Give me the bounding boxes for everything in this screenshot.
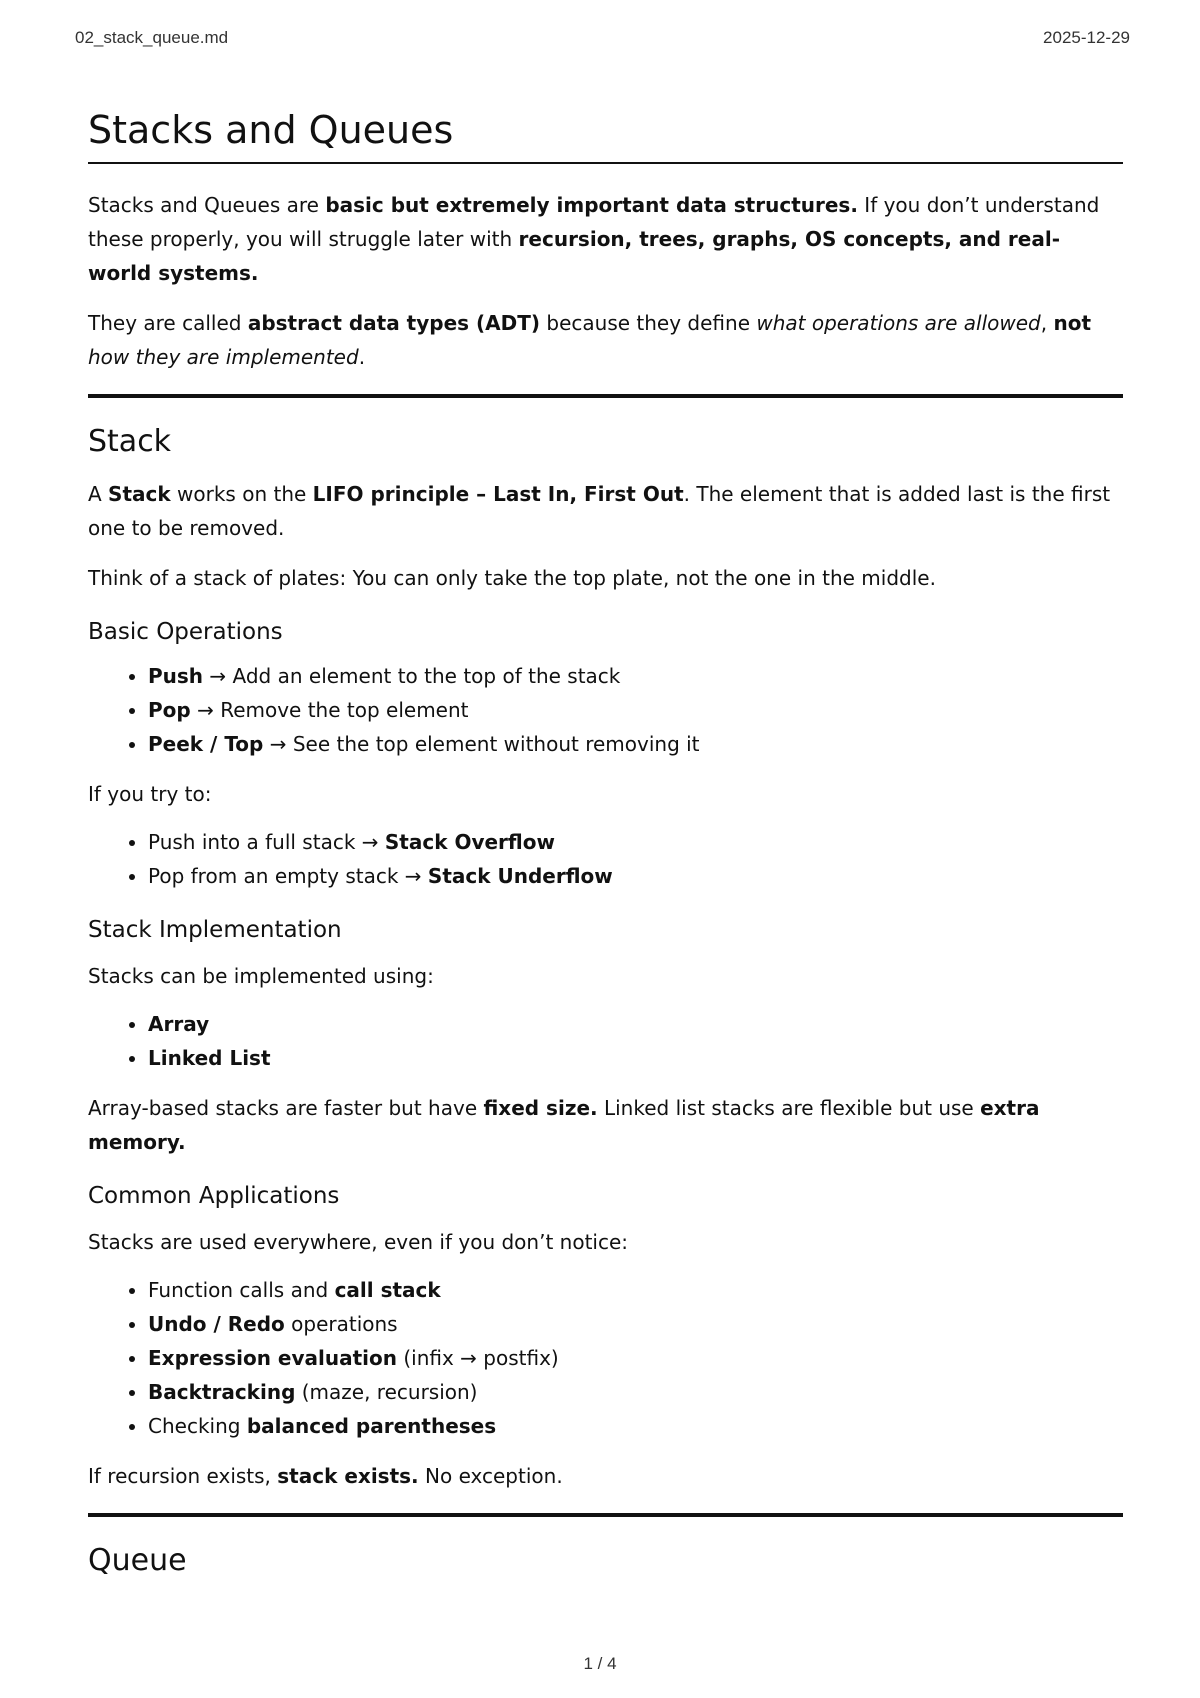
bold-text: abstract data types (ADT) [247, 311, 541, 335]
bold-text: Stack [108, 482, 171, 506]
bold-text: call stack [334, 1278, 441, 1302]
list-item [148, 1409, 1123, 1443]
subheading-stack-implementation: Stack Implementation [88, 917, 342, 943]
subheading-basic-operations: Basic Operations [88, 619, 283, 645]
page-title: Stacks and Queues [88, 108, 1123, 164]
bold-text: extra memory. [88, 1096, 1040, 1154]
bold-text: stack exists. [277, 1464, 419, 1488]
page-number: 1 / 4 [583, 1654, 617, 1673]
list-item [148, 1273, 1123, 1307]
stack-plates-analogy: Think of a stack of plates: You can only take the top plate, not the one in the middle. [88, 566, 936, 590]
implementation-intro: Stacks can be implemented using: [88, 964, 434, 988]
list-item [148, 1375, 1123, 1409]
text: Function calls and [148, 1278, 335, 1302]
text: No exception. [418, 1464, 563, 1488]
text: Array-based stacks are faster but have [88, 1096, 484, 1120]
list-item [148, 727, 1123, 761]
text: If you don’t understand these properly, you will struggle later with [88, 193, 1100, 251]
bold-text: Linked List [148, 1046, 271, 1070]
text: Stacks and Queues are [88, 193, 326, 217]
text: → See the top element without removing it [263, 732, 700, 756]
if-you-try-to: If you try to: [88, 782, 212, 806]
section-heading-queue: Queue [88, 1543, 187, 1578]
text: Pop from an empty stack → [148, 864, 428, 888]
bold-text: Pop [148, 698, 191, 722]
list-item [148, 1341, 1123, 1375]
bold-text: Expression evaluation [148, 1346, 397, 1370]
header-filename: 02_stack_queue.md [75, 28, 229, 47]
text: If recursion exists, [88, 1464, 278, 1488]
list-item [148, 825, 1123, 859]
text: They are called [88, 311, 248, 335]
applications-list [88, 1273, 1123, 1443]
list-item [148, 1007, 1123, 1041]
text: operations [284, 1312, 398, 1336]
bold-text: not [1053, 311, 1092, 335]
stack-errors-list [88, 825, 1123, 893]
text: → Add an element to the top of the stack [203, 664, 621, 688]
bold-text: Stack Underflow [427, 864, 613, 888]
recursion-closing [88, 1459, 1123, 1493]
list-item [148, 659, 1123, 693]
list-item [148, 859, 1123, 893]
bold-text: fixed size. [483, 1096, 598, 1120]
text: (maze, recursion) [295, 1380, 478, 1404]
horizontal-rule [88, 1513, 1123, 1517]
basic-operations-list [88, 659, 1123, 761]
bold-text: Backtracking [148, 1380, 296, 1404]
text: Checking [148, 1414, 247, 1438]
implementation-list [88, 1007, 1123, 1075]
bold-text: Push [148, 664, 204, 688]
text: . [358, 345, 366, 369]
text: A [88, 482, 109, 506]
section-heading-stack: Stack [88, 424, 172, 459]
italic-text: what operations are allowed [756, 311, 1041, 335]
list-item [148, 1307, 1123, 1341]
list-item [148, 693, 1123, 727]
text: Push into a full stack → [148, 830, 385, 854]
italic-text: how they are implemented [88, 345, 359, 369]
intro-paragraph-2 [88, 306, 1123, 374]
bold-text: balanced parentheses [246, 1414, 497, 1438]
applications-intro: Stacks are used everywhere, even if you don’t notice: [88, 1230, 628, 1254]
running-header [75, 28, 1130, 48]
text: Linked list stacks are flexible but use [597, 1096, 981, 1120]
bold-text: Stack Overflow [384, 830, 555, 854]
bold-text: Array [148, 1012, 210, 1036]
bold-text: LIFO principle – Last In, First Out [312, 482, 684, 506]
text: . The element that is added last is the first one to be removed. [88, 482, 1111, 540]
subheading-common-applications: Common Applications [88, 1183, 340, 1209]
text: , [1040, 311, 1054, 335]
intro-paragraph-1 [88, 188, 1123, 290]
bold-text: Undo / Redo [148, 1312, 285, 1336]
horizontal-rule [88, 394, 1123, 398]
bold-text: recursion, trees, graphs, OS concepts, and real-world systems. [88, 227, 1061, 285]
text: works on the [170, 482, 313, 506]
bold-text: basic but extremely important data structures. [325, 193, 858, 217]
implementation-note [88, 1091, 1123, 1159]
text: → Remove the top element [190, 698, 469, 722]
bold-text: Peek / Top [148, 732, 264, 756]
header-date: 2025-12-29 [1043, 28, 1130, 47]
text: because they define [540, 311, 757, 335]
stack-definition [88, 477, 1123, 545]
list-item [148, 1041, 1123, 1075]
text: (infix → postfix) [397, 1346, 559, 1370]
document-body [88, 108, 1123, 1578]
